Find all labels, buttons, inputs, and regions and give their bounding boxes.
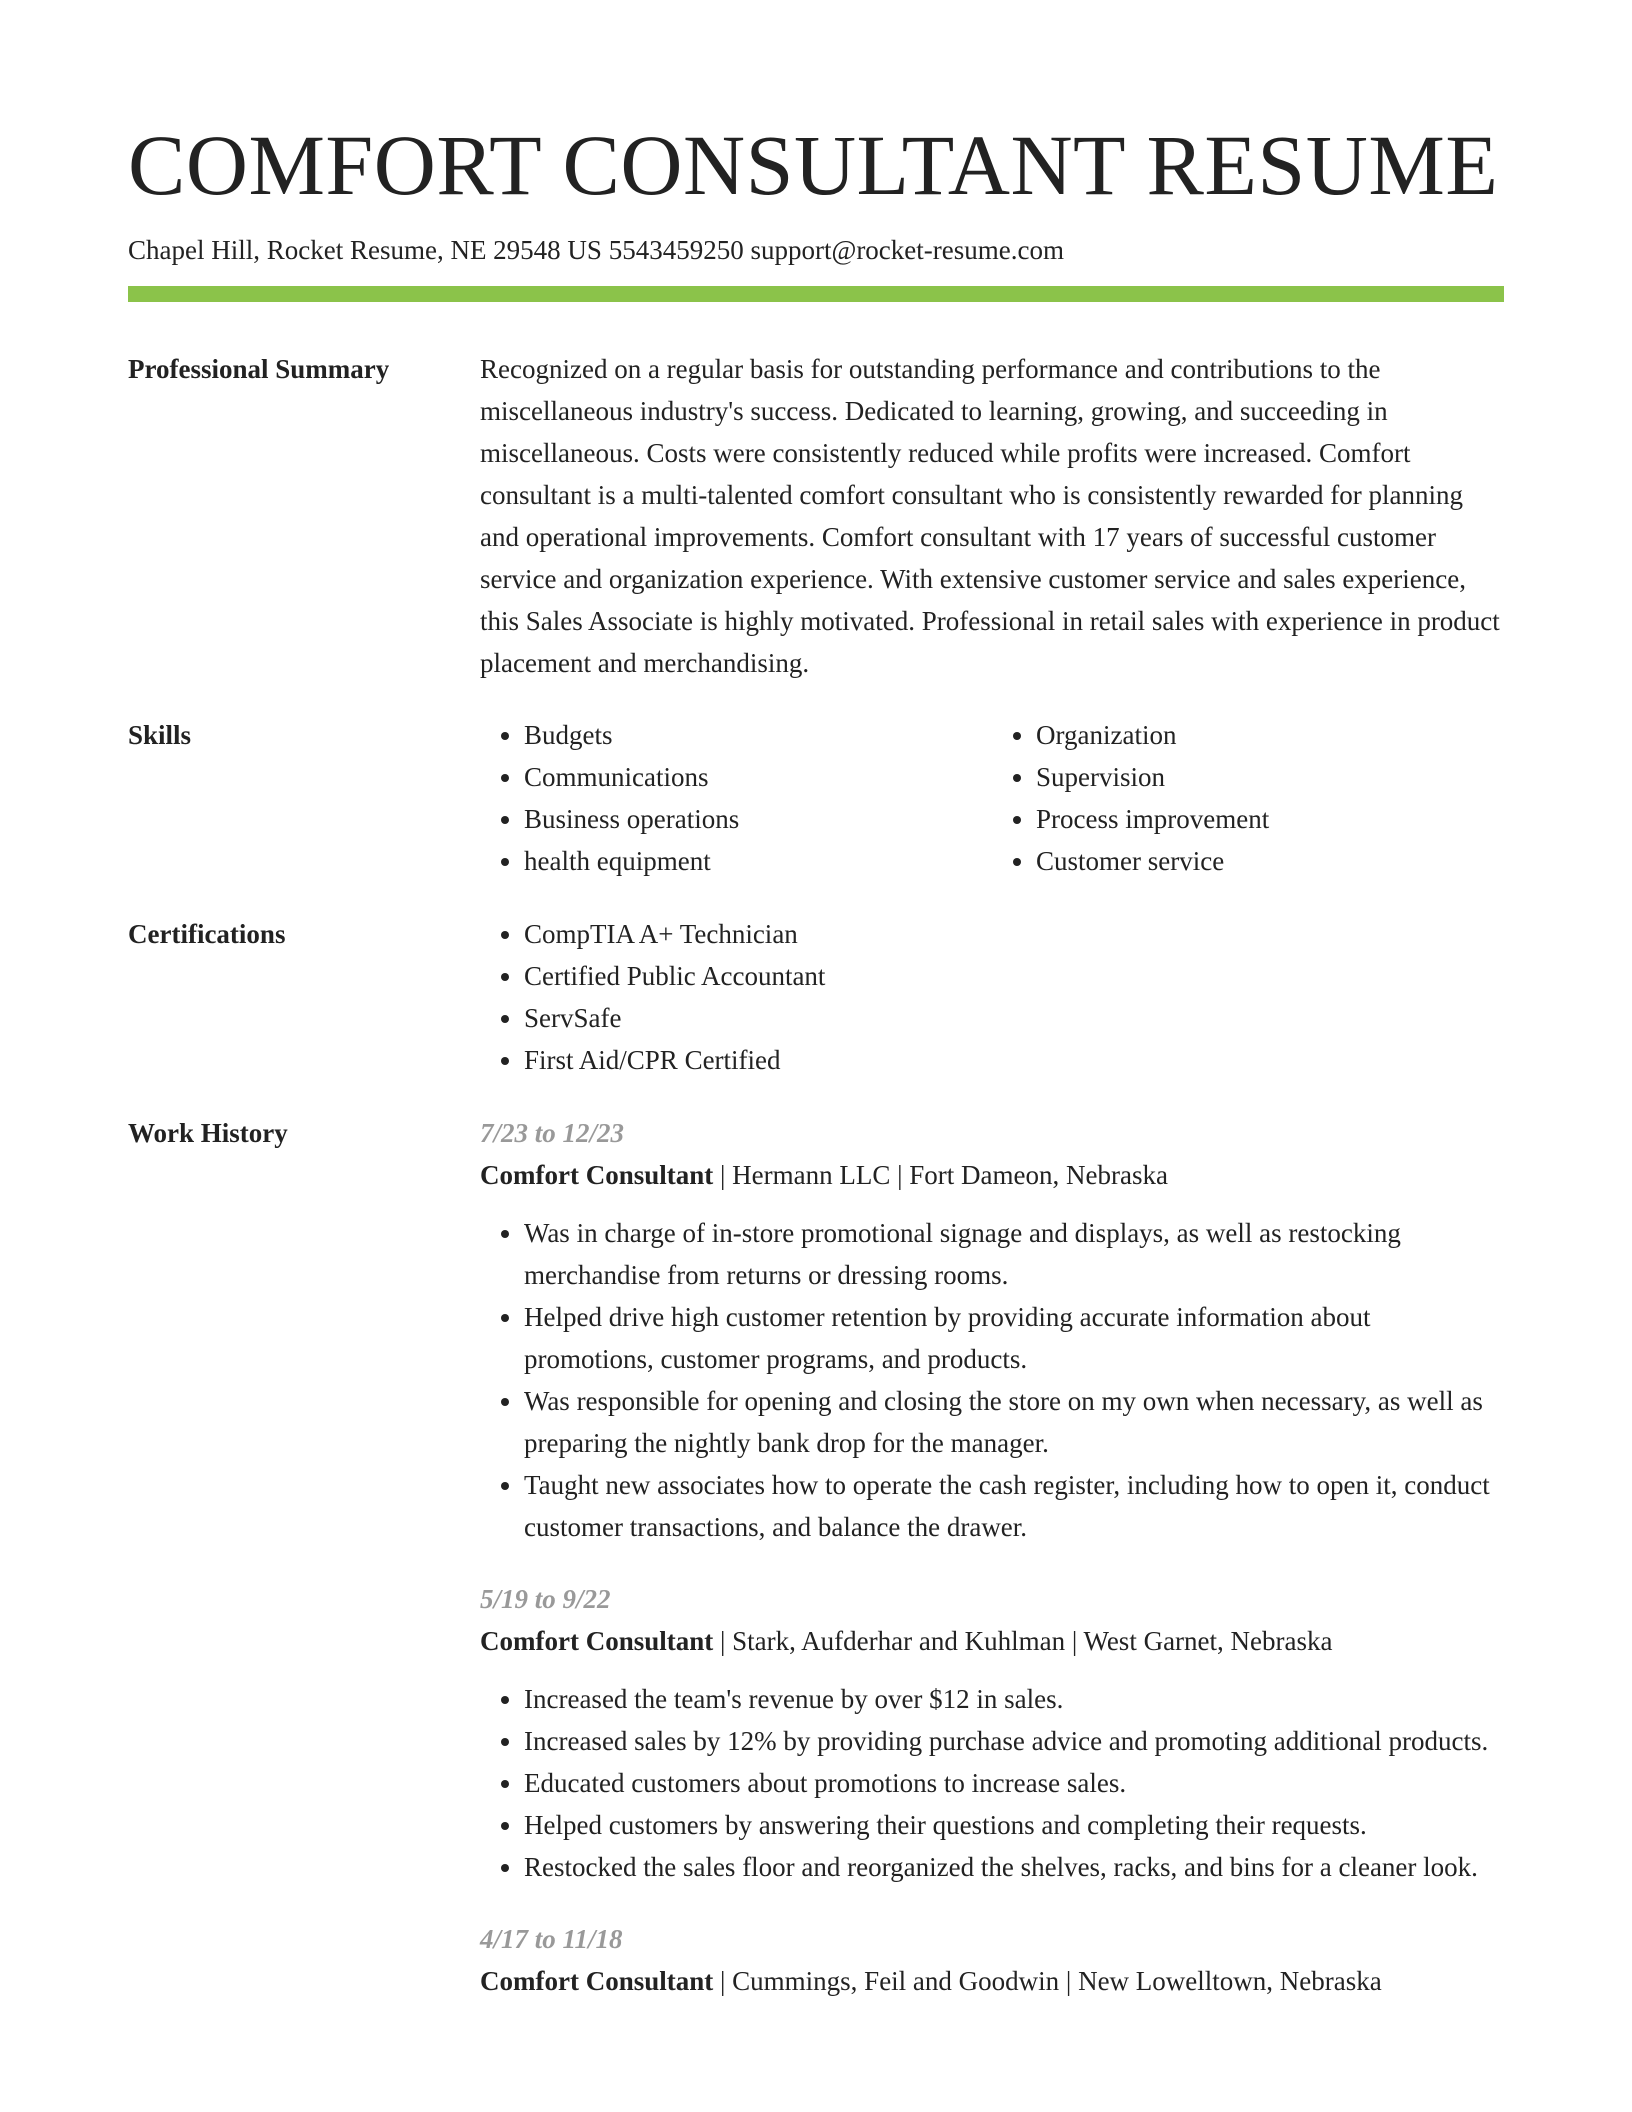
job-location: West Garnet, Nebraska <box>1083 1626 1333 1656</box>
job-role: Comfort Consultant <box>480 1626 714 1656</box>
resume-title: COMFORT CONSULTANT RESUME <box>128 117 1499 213</box>
job-company: Stark, Aufderhar and Kuhlman <box>732 1626 1066 1656</box>
job-entry <box>480 1918 1504 2002</box>
skill-item: • Budgets <box>524 714 992 756</box>
skills-heading: Skills <box>128 720 192 750</box>
job-heading <box>480 1620 1504 1662</box>
certifications-heading: Certifications <box>128 919 286 949</box>
skills-list-left <box>480 714 992 882</box>
skills-body <box>480 714 1504 882</box>
job-dates: 7/23 to 12/23 <box>480 1118 625 1148</box>
summary-body <box>480 348 1504 684</box>
certification-item: • First Aid/CPR Certified <box>524 1039 1504 1081</box>
skill-item: • health equipment <box>524 840 992 882</box>
certifications-body <box>480 913 1504 1081</box>
job-company: Hermann LLC <box>732 1160 891 1190</box>
job-separator: | <box>713 1626 733 1656</box>
job-separator: | <box>890 1160 910 1190</box>
job-separator: | <box>1059 1966 1079 1996</box>
certification-item: • Certified Public Accountant <box>524 955 1504 997</box>
job-bullet: • Educated customers about promotions to increase sales. <box>524 1762 1504 1804</box>
job-location: New Lowelltown, Nebraska <box>1078 1966 1382 1996</box>
job-bullet: • Helped customers by answering their questions and completing their requests. <box>524 1804 1504 1846</box>
certification-item: • ServSafe <box>524 997 1504 1039</box>
job-bullet: • Was in charge of in-store promotional signage and displays, as well as restocking merchandise from returns or dressing rooms. <box>524 1212 1504 1296</box>
job-bullet: • Increased the team's revenue by over $12 in sales. <box>524 1678 1504 1720</box>
accent-divider <box>128 286 1504 302</box>
job-heading <box>480 1960 1504 2002</box>
skill-item: • Customer service <box>1036 840 1504 882</box>
job-location: Fort Dameon, Nebraska <box>909 1160 1168 1190</box>
job-role: Comfort Consultant <box>480 1966 714 1996</box>
job-company: Cummings, Feil and Goodwin <box>732 1966 1060 1996</box>
skill-item: • Organization <box>1036 714 1504 756</box>
skill-item: • Supervision <box>1036 756 1504 798</box>
job-role: Comfort Consultant <box>480 1160 714 1190</box>
job-bullets <box>480 1212 1504 1548</box>
certification-item: • CompTIA A+ Technician <box>524 913 1504 955</box>
contact-line: Chapel Hill, Rocket Resume, NE 29548 US 5543459250 support@rocket-resume.com <box>128 235 1064 265</box>
work-heading: Work History <box>128 1118 288 1148</box>
job-bullet: • Taught new associates how to operate the cash register, including how to open it, conduct customer transactions, and balance the drawer. <box>524 1464 1504 1548</box>
job-bullets <box>480 1678 1504 1888</box>
summary-text: Recognized on a regular basis for outstanding performance and contributions to the miscellaneous industry's success. Dedicated to learning, growing, and succeeding in miscellaneous. Costs were consistently reduced while profits were increased. Comfort consultant is a multi-talented comfort consultant who is consistently rewarded for planning and operational improvements. Comfort consultant with 17 years of successful customer service and organization experience. With extensive customer service and sales experience, this Sales Associate is highly motivated. Professional in retail sales with experience in product placement and merchandising. <box>480 354 1500 678</box>
job-dates: 5/19 to 9/22 <box>480 1584 611 1614</box>
job-bullet: • Was responsible for opening and closing the store on my own when necessary, as well as preparing the nightly bank drop for the manager. <box>524 1380 1504 1464</box>
job-dates: 4/17 to 11/18 <box>480 1924 623 1954</box>
job-entry <box>480 1578 1504 1888</box>
skill-item: • Process improvement <box>1036 798 1504 840</box>
certifications-list <box>480 913 1504 1081</box>
job-bullet: • Increased sales by 12% by providing purchase advice and promoting additional products. <box>524 1720 1504 1762</box>
work-body <box>480 1112 1504 2002</box>
summary-heading: Professional Summary <box>128 354 390 384</box>
job-entry <box>480 1112 1504 1548</box>
job-separator: | <box>1065 1626 1084 1656</box>
job-heading <box>480 1154 1504 1196</box>
job-separator: | <box>713 1160 733 1190</box>
job-bullet: • Helped drive high customer retention by providing accurate information about promotions, customer programs, and products. <box>524 1296 1504 1380</box>
job-bullet: • Restocked the sales floor and reorganized the shelves, racks, and bins for a cleaner look. <box>524 1846 1504 1888</box>
job-separator: | <box>713 1966 733 1996</box>
skill-item: • Communications <box>524 756 992 798</box>
skills-list-right <box>992 714 1504 882</box>
skill-item: • Business operations <box>524 798 992 840</box>
